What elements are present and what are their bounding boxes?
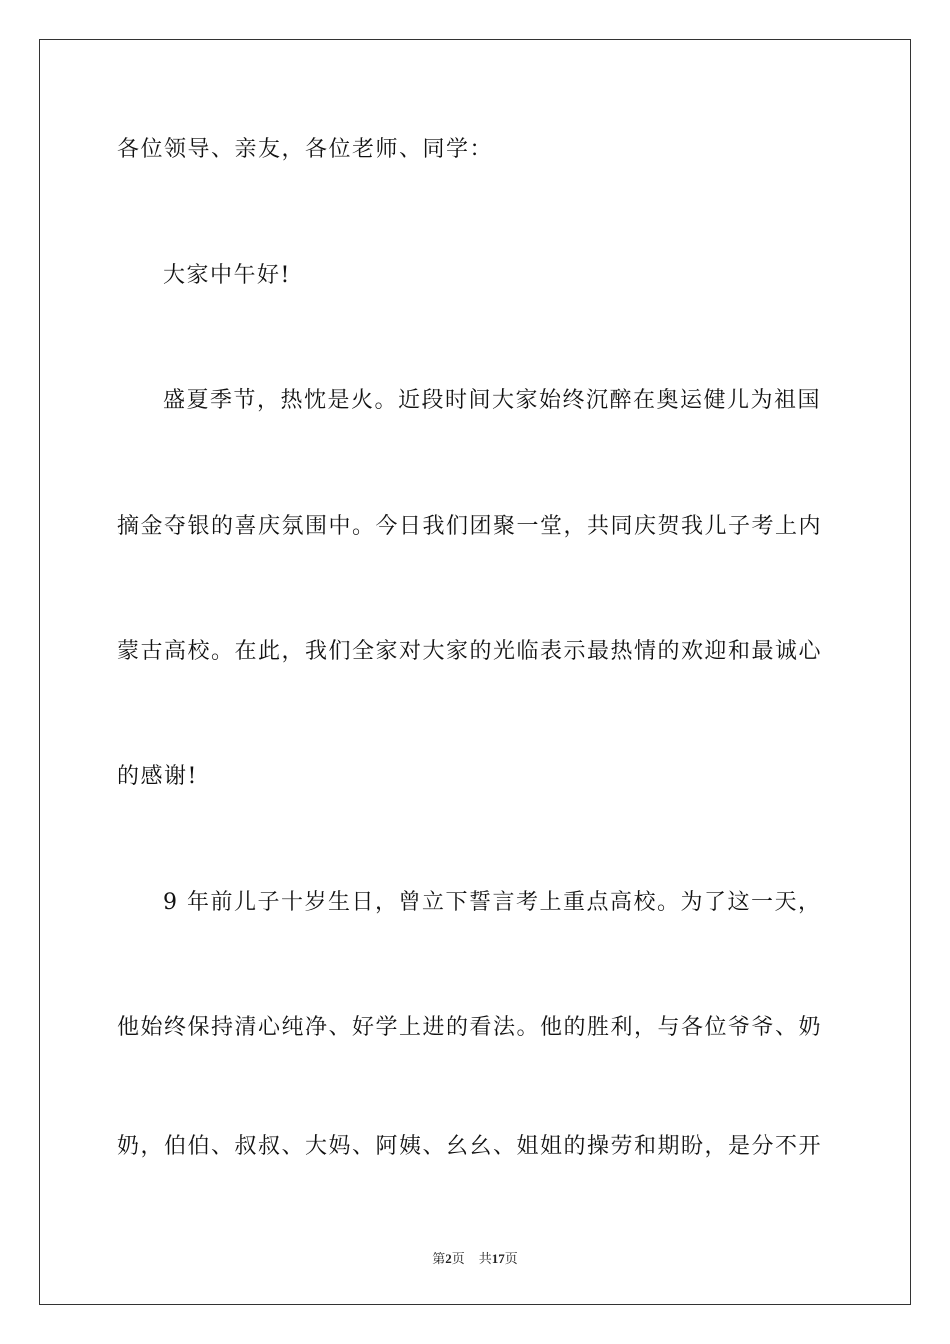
footer-total-suffix: 页 bbox=[504, 1251, 518, 1266]
footer-page-number: 2 bbox=[445, 1251, 452, 1266]
paragraph-line: 的感谢! bbox=[117, 764, 198, 789]
paragraph-line: 盛夏季节，热忱是火。近段时间大家始终沉醉在奥运健儿为祖国 bbox=[163, 388, 822, 413]
paragraph-line: 奶，伯伯、叔叔、大妈、阿姨、幺幺、姐姐的操劳和期盼，是分不开 bbox=[117, 1134, 823, 1159]
page-footer bbox=[0, 1248, 950, 1267]
greeting-line: 大家中午好! bbox=[163, 263, 291, 288]
salutation-line: 各位领导、亲友，各位老师、同学： bbox=[117, 137, 494, 162]
paragraph-line: 摘金夺银的喜庆氛围中。今日我们团聚一堂，共同庆贺我儿子考上内 bbox=[117, 514, 823, 539]
page-border bbox=[39, 39, 911, 1305]
paragraph-line: 蒙古高校。在此，我们全家对大家的光临表示最热情的欢迎和最诚心 bbox=[117, 639, 823, 664]
footer-total-pages: 17 bbox=[491, 1251, 505, 1266]
footer-page-suffix: 页 bbox=[451, 1251, 465, 1266]
footer-page-prefix: 第 bbox=[432, 1251, 446, 1266]
paragraph-line: 他始终保持清心纯净、好学上进的看法。他的胜利，与各位爷爷、奶 bbox=[117, 1015, 823, 1040]
footer-total-prefix: 共 bbox=[478, 1251, 492, 1266]
paragraph-line: 9 年前儿子十岁生日，曾立下誓言考上重点高校。为了这一天， bbox=[163, 890, 822, 915]
